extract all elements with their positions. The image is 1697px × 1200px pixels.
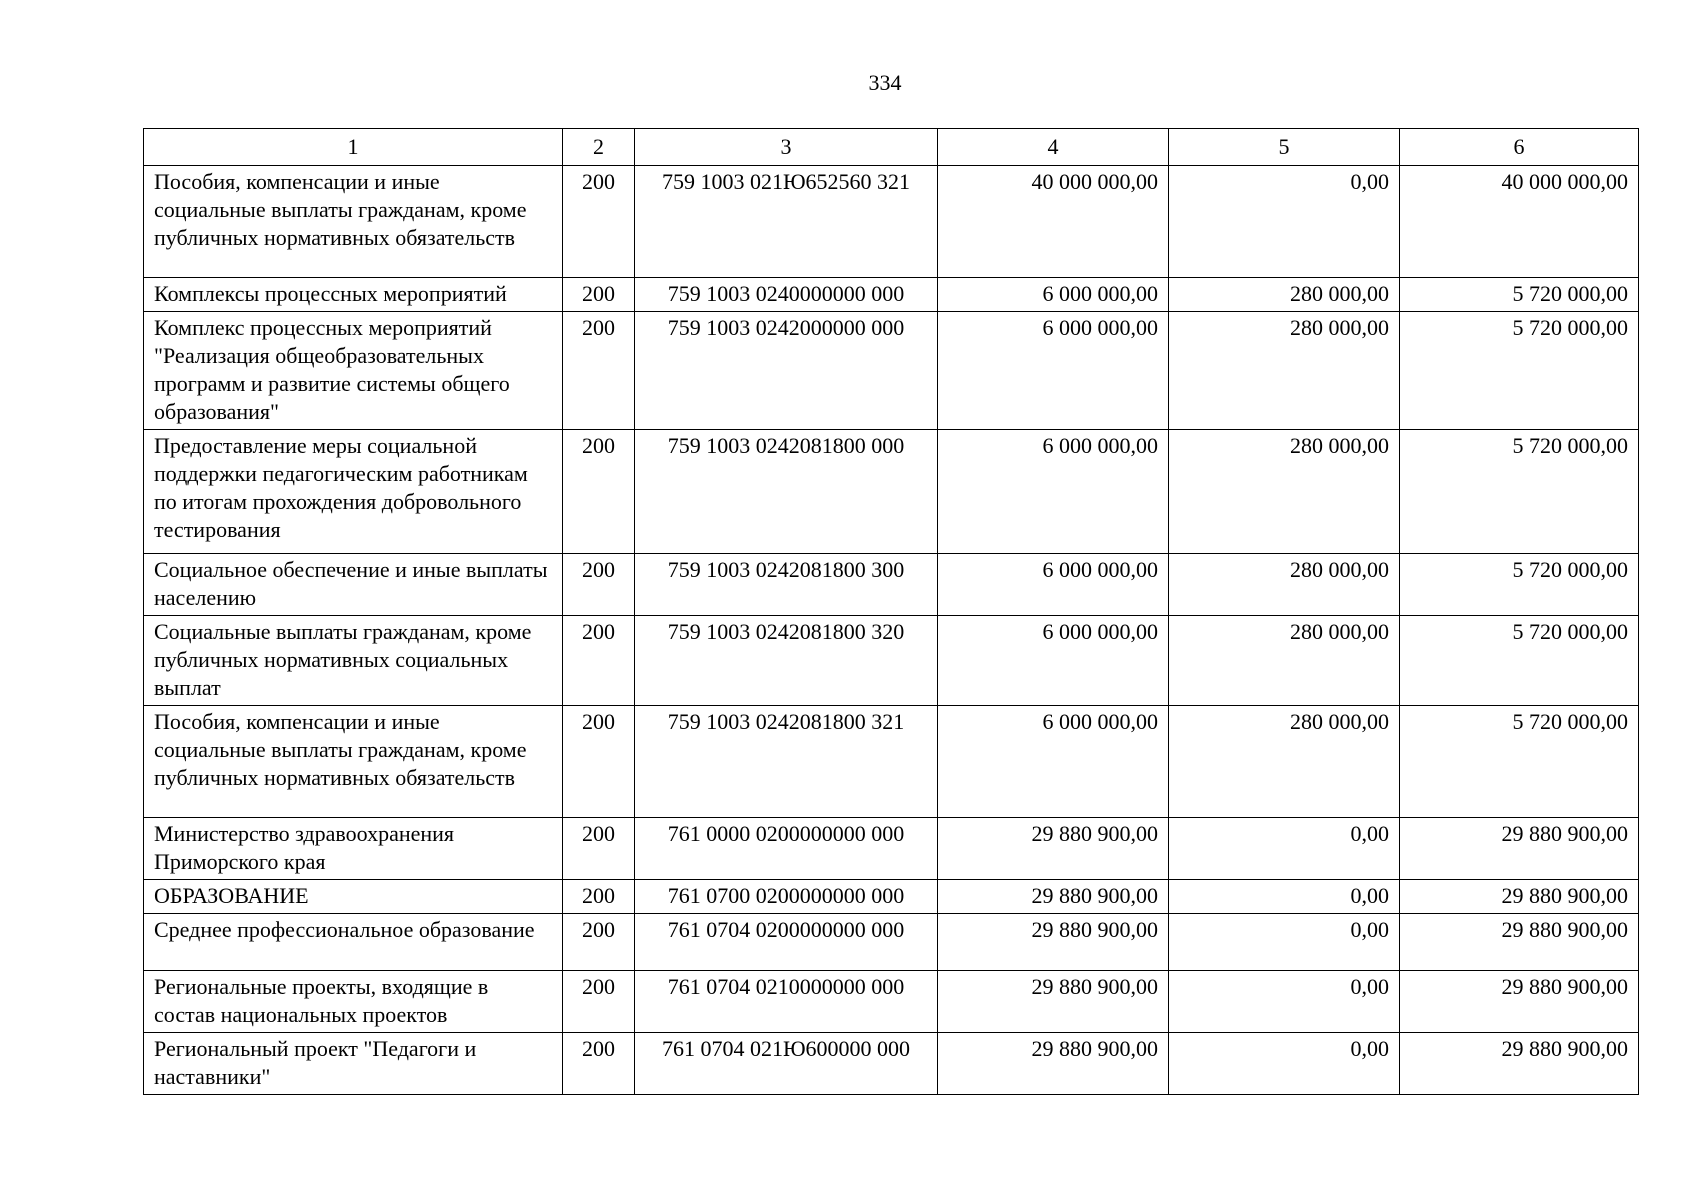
table-row <box>144 166 1639 278</box>
row-kbk-cell: 759 1003 021Ю652560 321 <box>635 166 938 278</box>
row-name-cell: Пособия, компенсации и иные социальные выплаты гражданам, кроме публичных нормативных обязательств <box>144 166 563 278</box>
row-col4-amount: 6 000 000,00 <box>938 554 1169 616</box>
row-col5-amount: 280 000,00 <box>1169 616 1400 706</box>
row-code-cell: 200 <box>563 1033 635 1095</box>
row-name-cell: Региональный проект "Педагоги и наставники" <box>144 1033 563 1095</box>
column-header: 1 <box>144 129 563 166</box>
row-code-cell: 200 <box>563 914 635 971</box>
row-col6-amount: 5 720 000,00 <box>1400 616 1639 706</box>
row-code-cell: 200 <box>563 312 635 430</box>
row-col5-amount: 280 000,00 <box>1169 554 1400 616</box>
row-col5-amount: 280 000,00 <box>1169 706 1400 818</box>
row-name-cell: Комплекс процессных мероприятий "Реализация общеобразовательных программ и развитие системы общего образования" <box>144 312 563 430</box>
row-kbk-cell: 761 0000 0200000000 000 <box>635 818 938 880</box>
table-header-row <box>144 129 1639 166</box>
row-col6-amount: 29 880 900,00 <box>1400 971 1639 1033</box>
row-name-cell: Социальное обеспечение и иные выплаты населению <box>144 554 563 616</box>
row-col6-amount: 5 720 000,00 <box>1400 430 1639 554</box>
row-kbk-cell: 761 0704 0210000000 000 <box>635 971 938 1033</box>
row-col4-amount: 6 000 000,00 <box>938 430 1169 554</box>
row-code-cell: 200 <box>563 166 635 278</box>
row-kbk-cell: 761 0704 021Ю600000 000 <box>635 1033 938 1095</box>
row-col4-amount: 29 880 900,00 <box>938 818 1169 880</box>
row-col6-amount: 29 880 900,00 <box>1400 1033 1639 1095</box>
table-row <box>144 1033 1639 1095</box>
row-code-cell: 200 <box>563 554 635 616</box>
row-col6-amount: 29 880 900,00 <box>1400 880 1639 914</box>
table-body <box>144 166 1639 1095</box>
row-col6-amount: 5 720 000,00 <box>1400 278 1639 312</box>
row-name-cell: Министерство здравоохранения Приморского края <box>144 818 563 880</box>
row-col5-amount: 0,00 <box>1169 914 1400 971</box>
column-header: 6 <box>1400 129 1639 166</box>
row-col5-amount: 0,00 <box>1169 1033 1400 1095</box>
row-col6-amount: 5 720 000,00 <box>1400 706 1639 818</box>
table-row <box>144 818 1639 880</box>
row-col4-amount: 6 000 000,00 <box>938 312 1169 430</box>
table-row <box>144 880 1639 914</box>
table-row <box>144 616 1639 706</box>
row-col5-amount: 280 000,00 <box>1169 312 1400 430</box>
row-code-cell: 200 <box>563 278 635 312</box>
row-kbk-cell: 761 0704 0200000000 000 <box>635 914 938 971</box>
row-kbk-cell: 761 0700 0200000000 000 <box>635 880 938 914</box>
row-kbk-cell: 759 1003 0242081800 321 <box>635 706 938 818</box>
table-row <box>144 312 1639 430</box>
row-col4-amount: 29 880 900,00 <box>938 1033 1169 1095</box>
row-code-cell: 200 <box>563 616 635 706</box>
row-col6-amount: 40 000 000,00 <box>1400 166 1639 278</box>
column-header: 2 <box>563 129 635 166</box>
table-row <box>144 430 1639 554</box>
row-name-cell: Пособия, компенсации и иные социальные выплаты гражданам, кроме публичных нормативных обязательств <box>144 706 563 818</box>
row-code-cell: 200 <box>563 880 635 914</box>
row-col6-amount: 29 880 900,00 <box>1400 818 1639 880</box>
row-col5-amount: 0,00 <box>1169 971 1400 1033</box>
row-col5-amount: 280 000,00 <box>1169 430 1400 554</box>
row-col6-amount: 5 720 000,00 <box>1400 312 1639 430</box>
row-kbk-cell: 759 1003 0240000000 000 <box>635 278 938 312</box>
table-row <box>144 554 1639 616</box>
row-col6-amount: 5 720 000,00 <box>1400 554 1639 616</box>
row-col4-amount: 29 880 900,00 <box>938 880 1169 914</box>
column-header: 3 <box>635 129 938 166</box>
row-col5-amount: 0,00 <box>1169 818 1400 880</box>
row-col4-amount: 6 000 000,00 <box>938 278 1169 312</box>
row-col4-amount: 40 000 000,00 <box>938 166 1169 278</box>
row-kbk-cell: 759 1003 0242000000 000 <box>635 312 938 430</box>
table-row <box>144 971 1639 1033</box>
row-name-cell: Региональные проекты, входящие в состав национальных проектов <box>144 971 563 1033</box>
row-code-cell: 200 <box>563 430 635 554</box>
column-header: 4 <box>938 129 1169 166</box>
row-col4-amount: 6 000 000,00 <box>938 616 1169 706</box>
row-col4-amount: 29 880 900,00 <box>938 971 1169 1033</box>
row-col5-amount: 0,00 <box>1169 880 1400 914</box>
row-code-cell: 200 <box>563 818 635 880</box>
table-row <box>144 914 1639 971</box>
budget-table <box>143 128 1639 1095</box>
row-col4-amount: 6 000 000,00 <box>938 706 1169 818</box>
row-col4-amount: 29 880 900,00 <box>938 914 1169 971</box>
row-kbk-cell: 759 1003 0242081800 300 <box>635 554 938 616</box>
table-row <box>144 706 1639 818</box>
row-kbk-cell: 759 1003 0242081800 000 <box>635 430 938 554</box>
row-col5-amount: 0,00 <box>1169 166 1400 278</box>
row-code-cell: 200 <box>563 971 635 1033</box>
page-number: 334 <box>868 70 902 95</box>
row-code-cell: 200 <box>563 706 635 818</box>
row-name-cell: ОБРАЗОВАНИЕ <box>144 880 563 914</box>
row-name-cell: Предоставление меры социальной поддержки педагогическим работникам по итогам прохождения добровольного тестирования <box>144 430 563 554</box>
row-kbk-cell: 759 1003 0242081800 320 <box>635 616 938 706</box>
row-name-cell: Комплексы процессных мероприятий <box>144 278 563 312</box>
table-row <box>144 278 1639 312</box>
row-name-cell: Социальные выплаты гражданам, кроме публичных нормативных социальных выплат <box>144 616 563 706</box>
row-name-cell: Среднее профессиональное образование <box>144 914 563 971</box>
row-col6-amount: 29 880 900,00 <box>1400 914 1639 971</box>
row-col5-amount: 280 000,00 <box>1169 278 1400 312</box>
column-header: 5 <box>1169 129 1400 166</box>
